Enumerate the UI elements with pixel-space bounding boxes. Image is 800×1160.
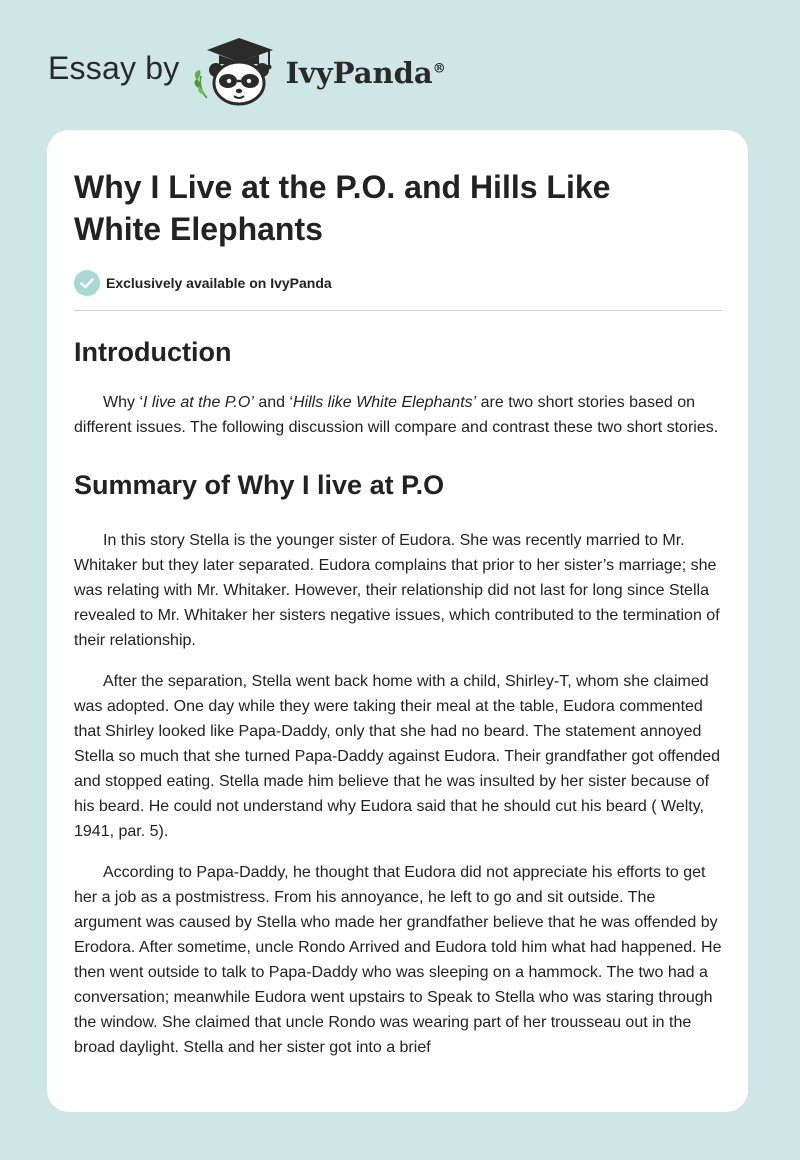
panda-logo-icon: [189, 36, 281, 106]
summary-paragraph: In this story Stella is the younger sister of Eudora. She was recently married to Mr. Whitaker but they later separated. Eudora complains that prior to her sister’s marriage; she was relating with Mr. Whitaker. However, their relationship did not last for long since Stella revealed to Mr. Whitaker her sisters negative issues, which contributed to the termination of their relationship.: [74, 532, 720, 649]
summary-paragraph: According to Papa-Daddy, he thought that Eudora did not appreciate his efforts to get her a job as a postmistress. From his annoyance, he left to go and sit outside. The argument was caused by Stella who made her grandfather believe that he was offended by Erodora. After sometime, uncle Rondo Arrived and Eudora told him what had happened. He then went outside to talk to Papa-Daddy who was sleeping on a hammock. The two had a conversation; meanwhile Eudora went upstairs to Speak to Stella who was staring through the window. She claimed that uncle Rondo was wearing part of her trousseau out in the broad daylight. Stella and her sister got into a brief: [74, 864, 722, 1056]
exclusive-badge: [74, 270, 722, 296]
brand-name: IvyPanda®: [285, 56, 446, 90]
page-title: Why I Live at the P.O. and Hills Like White Elephants: [74, 169, 611, 247]
summary-heading: Summary of Why I live at P.O: [74, 470, 445, 500]
article-card: [47, 130, 748, 1112]
check-circle-icon: [74, 270, 100, 296]
summary-paragraph: After the separation, Stella went back home with a child, Shirley-T, whom she claimed was adopted. One day while they were taking their meal at the table, Eudora commented that Shirley looked like Papa-Daddy, only that she had no beard. The statement annoyed Stella so much that she turned Papa-Daddy against Eudora. Their grandfather got offended and stopped eating. Stella made him believe that he was insulted by her sister because of his beard. He could not understand why Eudora said that he should cut his beard ( Welty, 1941, par. 5).: [74, 673, 721, 840]
badge-text: Exclusively available on IvyPanda: [106, 275, 332, 291]
intro-heading: Introduction: [74, 337, 232, 367]
brand-prefix: Essay by: [48, 49, 180, 86]
divider: [74, 310, 722, 311]
brand-header: [48, 36, 446, 106]
intro-paragraph: Why ‘I live at the P.O’ and ‘Hills like White Elephants’ are two short stories based on different issues. The following discussion will compare and contrast these two short stories.: [74, 394, 719, 436]
